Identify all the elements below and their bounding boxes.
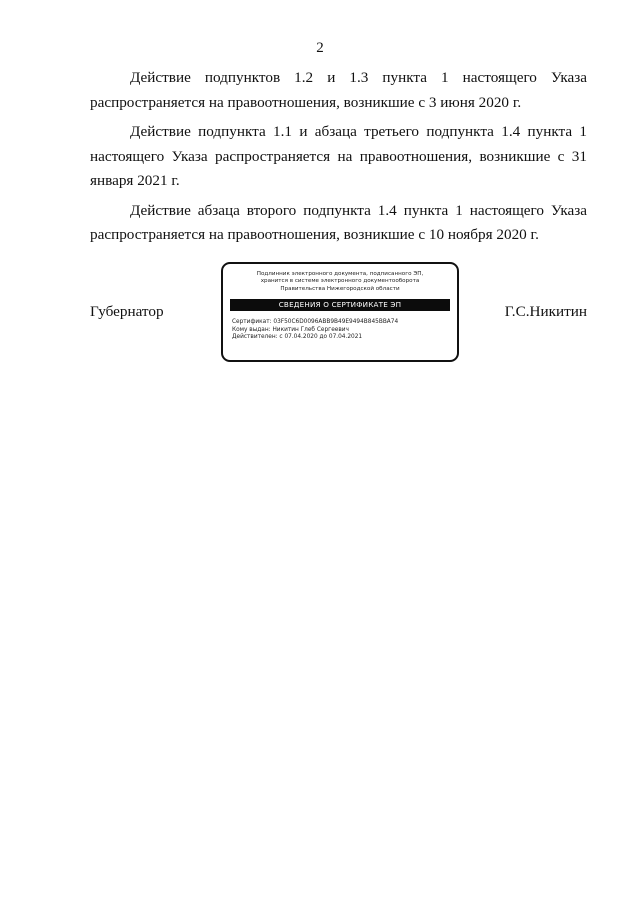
certificate-label: Сертификат: [232,319,272,326]
paragraph: Действие подпунктов 1.2 и 1.3 пункта 1 настоящего Указа распространяется на правоотношения, возникшие с 3 июня 2020 г. [90,69,587,111]
stamp-header-line: Правительства Нижегородской области [280,285,400,292]
stamp-header-line: хранится в системе электронного документооборота [260,278,420,285]
paragraph: Действие абзаца второго подпункта 1.4 пункта 1 настоящего Указа распространяется на правоотношения, возникшие с 10 ноября 2020 г. [90,201,587,243]
signer-name: Г.С.Никитин [504,303,587,320]
signature-block [90,262,587,366]
electronic-signature-stamp [221,262,459,362]
stamp-details [232,319,457,342]
page-number: 2 [316,40,324,56]
paragraph: Действие подпункта 1.1 и абзаца третьего подпункта 1.4 пункта 1 настоящего Указа распространяется на правоотношения, возникшие с 31 января 2021 г. [90,123,587,189]
validity-row [232,334,457,342]
issued-to-value: Никитин Глеб Сергеевич [272,326,349,333]
stamp-header-line: Подлинник электронного документа, подписанного ЭП, [256,271,424,277]
certificate-row [232,319,457,327]
certificate-value: 03F50C6D0096ABB9B49E9494B845BBA74 [273,319,399,326]
stamp-title: СВЕДЕНИЯ О СЕРТИФИКАТЕ ЭП [230,299,450,311]
stamp-header [223,271,457,293]
validity-label: Действителен: [232,334,278,341]
signer-position: Губернатор [90,303,164,320]
document-body [90,66,587,253]
validity-value: с 07.04.2020 до 07.04.2021 [279,334,363,341]
issued-to-label: Кому выдан: [232,326,271,333]
